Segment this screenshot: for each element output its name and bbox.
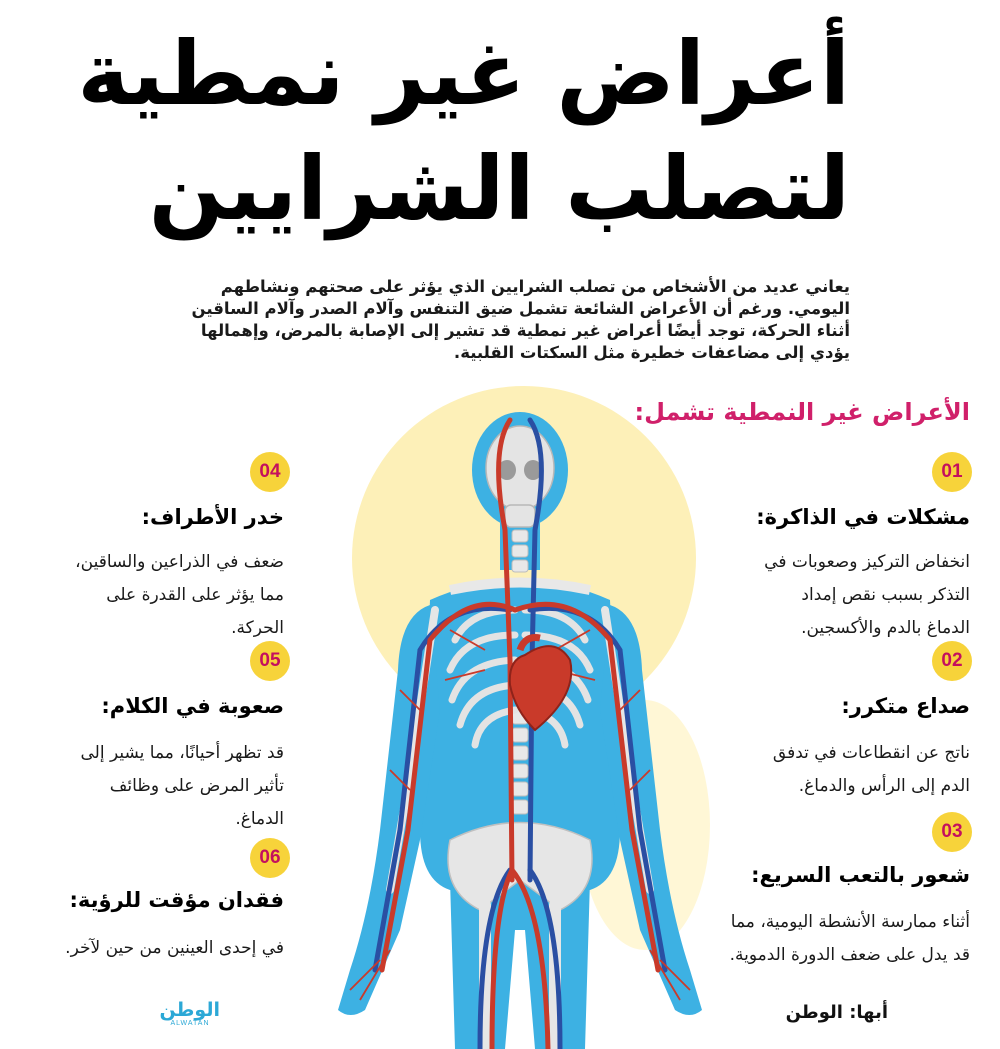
intro-paragraph: يعاني عديد من الأشخاص من تصلب الشرايين الذي يؤثر على صحتهم ونشاطهم اليومي. ورغم أن الأعراض الشائعة تشمل ضيق التنفس وآلام الصدر وآلام الساقين أثناء الحركة، توجد أيضًا أعراض غير نمطية قد تشير إلى الإصابة بالمرض، وإهمالها يؤدي إلى مضاعفات خطيرة مثل السكتات القلبية. bbox=[191, 277, 850, 362]
title-line-1: أعراض غير نمطية bbox=[77, 22, 850, 125]
number-badge: 03 bbox=[932, 812, 972, 852]
symptom-desc: أثناء ممارسة الأنشطة اليومية، مما قد يدل على ضعف الدورة الدموية. bbox=[729, 912, 970, 965]
title-line-2: لتصلب الشرايين bbox=[148, 137, 850, 240]
symptom-title: شعور بالتعب السريع: bbox=[751, 863, 970, 887]
symptom-desc: ضعف في الذراعين والساقين، مما يؤثر على القدرة على الحركة. bbox=[75, 552, 284, 638]
symptom-desc: انخفاض التركيز وصعوبات في التذكر بسبب نقص إمداد الدماغ بالدم والأكسجين. bbox=[764, 552, 970, 638]
symptom-title: فقدان مؤقت للرؤية: bbox=[69, 888, 284, 912]
symptom-desc: ناتج عن انقطاعات في تدفق الدم إلى الرأس والدماغ. bbox=[772, 743, 970, 796]
number-badge: 04 bbox=[250, 452, 290, 492]
symptom-desc: قد تظهر أحيانًا، مما يشير إلى تأثير المرض على وظائف الدماغ. bbox=[80, 743, 284, 829]
logo-subtext: ALWATAN bbox=[170, 1020, 210, 1027]
symptom-title: صعوبة في الكلام: bbox=[101, 694, 284, 718]
symptom-title: صداع متكرر: bbox=[841, 694, 970, 718]
alwatan-logo bbox=[160, 1000, 220, 1028]
number-badge: 02 bbox=[932, 641, 972, 681]
number-badge: 01 bbox=[932, 452, 972, 492]
number-badge: 05 bbox=[250, 641, 290, 681]
number-badge: 06 bbox=[250, 838, 290, 878]
symptom-title: مشكلات في الذاكرة: bbox=[756, 505, 970, 529]
symptom-title: خدر الأطراف: bbox=[141, 505, 284, 529]
symptoms-heading: الأعراض غير النمطية تشمل: bbox=[634, 398, 970, 426]
circulatory-system-illustration bbox=[320, 410, 720, 1049]
logo-text: الوطن bbox=[159, 999, 220, 1021]
source-credit: أبها: الوطن bbox=[785, 1002, 888, 1023]
symptom-desc: في إحدى العينين من حين لآخر. bbox=[65, 938, 284, 958]
